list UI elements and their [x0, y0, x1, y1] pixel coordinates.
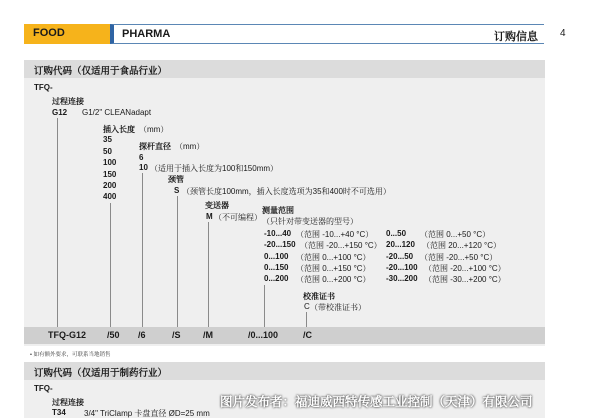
connector-line: [208, 222, 209, 328]
order-code-part: /0...100: [248, 330, 279, 340]
insertion-length-value: 50: [103, 147, 112, 156]
process-connection-code: G12: [52, 108, 68, 117]
range-desc: （范围 20...+120 °C）: [422, 241, 502, 250]
probe-diameter-value: 10: [139, 163, 148, 172]
section1-background: [24, 60, 545, 346]
connector-line: [306, 312, 307, 328]
range-sub: （只针对带变送器的型号）: [262, 217, 358, 226]
range-label: 测量范围: [262, 206, 294, 215]
food-tab: [24, 24, 110, 44]
section2-title-band: [24, 362, 545, 380]
insertion-length-value: 150: [103, 170, 117, 179]
order-code-part: /50: [107, 330, 120, 340]
range-desc: （范围 -10...+40 °C）: [296, 230, 374, 239]
range-desc: （范围 -20...+50 °C）: [420, 253, 498, 262]
range-code: 20...120: [386, 240, 415, 249]
section2-process-connection-code: T34: [52, 408, 66, 417]
range-code: -30...200: [386, 274, 418, 283]
range-code: -20...50: [386, 252, 414, 261]
order-code-part: /M: [203, 330, 213, 340]
range-desc: （范围 -20...+150 °C）: [300, 241, 382, 250]
range-desc: （范围 0...+50 °C）: [420, 230, 491, 239]
connector-line: [264, 285, 265, 328]
pharma-label: PHARMA: [122, 28, 171, 40]
section2-process-connection-desc: 3/4" TriClamp 卡盘直径 ØD=25 mm: [84, 409, 210, 418]
section2-process-connection-label: 过程连接: [52, 398, 84, 407]
probe-diameter-label: 探杆直径: [139, 142, 171, 151]
range-desc: （范围 -20...+100 °C）: [424, 264, 506, 273]
transmitter-code: M: [206, 212, 213, 221]
order-code-part: /S: [172, 330, 181, 340]
order-code-part: /C: [303, 330, 312, 340]
process-connection-desc: G1/2" CLEANadapt: [82, 108, 152, 117]
publisher-watermark: 图片发布者：福迪威西特传感工业控制（天津）有限公司: [220, 395, 533, 409]
section2-title: 订购代码（仅适用于制药行业）: [34, 368, 168, 379]
section2-prefix: TFQ-: [34, 384, 53, 393]
range-code: -10...40: [264, 229, 292, 238]
food-label: FOOD: [33, 27, 65, 39]
probe-diameter-note: （适用于插入长度为100和150mm）: [150, 164, 279, 173]
insertion-length-label: 插入长度: [103, 125, 135, 134]
pharma-header-bar: [110, 24, 544, 44]
page-number: 4: [560, 28, 566, 39]
range-desc: （范围 0...+150 °C）: [296, 264, 371, 273]
insertion-length-value: 200: [103, 181, 117, 190]
order-code-part: /6: [138, 330, 146, 340]
range-code: 0...50: [386, 229, 407, 238]
range-code: 0...100: [264, 252, 289, 261]
insertion-length-value: 35: [103, 135, 112, 144]
footnote: • 如有额外要求，可联系当地销售: [30, 352, 111, 358]
probe-diameter-unit: （mm）: [175, 142, 205, 151]
range-desc: （范围 -30...+200 °C）: [424, 275, 506, 284]
transmitter-desc: （不可编程）: [214, 213, 262, 222]
connector-line: [110, 203, 111, 328]
connector-line: [57, 118, 58, 328]
certificate-code: C: [304, 302, 310, 311]
neck-desc: （颈管长度100mm，插入长度选项为35和400时不可选用）: [182, 187, 391, 196]
page-title: 订购信息: [494, 31, 538, 43]
certificate-label: 校准证书: [303, 292, 335, 301]
neck-code: S: [174, 186, 180, 195]
range-code: 0...200: [264, 274, 289, 283]
range-code: 0...150: [264, 263, 289, 272]
probe-diameter-value: 6: [139, 153, 144, 162]
insertion-length-value: 100: [103, 158, 117, 167]
range-code: -20...150: [264, 240, 296, 249]
order-code-part: TFQ-G12: [48, 330, 87, 340]
connector-line: [142, 173, 143, 328]
section1-title-band: [24, 60, 545, 78]
insertion-length-value: 400: [103, 192, 117, 201]
range-code: -20...100: [386, 263, 418, 272]
insertion-length-unit: （mm）: [139, 125, 169, 134]
transmitter-label: 变送器: [205, 201, 229, 210]
process-connection-label: 过程连接: [52, 97, 84, 106]
neck-label: 颈管: [168, 175, 184, 184]
range-desc: （范围 0...+100 °C）: [296, 253, 371, 262]
order-example-band: [24, 327, 545, 344]
certificate-desc: （带校准证书）: [310, 303, 366, 312]
section1-prefix: TFQ-: [34, 83, 53, 92]
section1-title: 订购代码（仅适用于食品行业）: [34, 66, 168, 77]
connector-line: [177, 196, 178, 328]
range-desc: （范围 0...+200 °C）: [296, 275, 371, 284]
